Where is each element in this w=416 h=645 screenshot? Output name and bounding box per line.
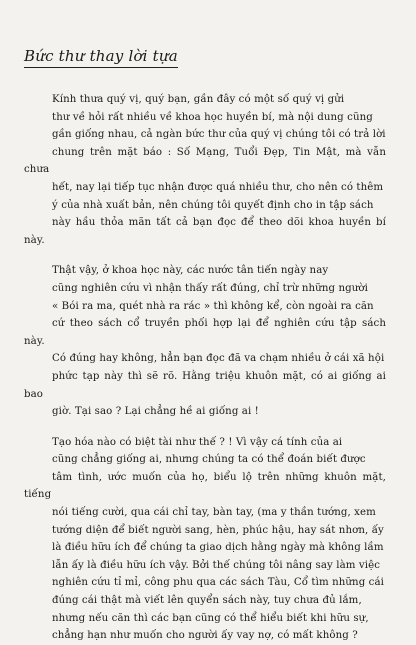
text-line: Kính thưa quý vị, quý bạn, gần đây có một số quý vị gửi [52,94,345,105]
text-line: Có đúng hay không, hẳn bạn đọc đã va chạm nhiều ở cái xã hội [52,353,385,365]
text-line: cũng chẳng giống ai, nhưng chúng ta có thể đoán biết được [52,454,366,466]
text-line: cứ theo sách cổ truyền phối hợp lại để nghiên cứu tập sách này. [24,318,386,347]
text-line: nói tiếng cười, qua cái chỉ tay, bàn tay, (ma y thần tướng, xem [52,507,376,519]
text-line: Tạo hóa nào có biệt tài như thế ? ! Vì vậy cá tính của ai [52,436,343,448]
text-line: hết, nay lại tiếp tục nhận được quá nhiều thư, cho nên có thêm [52,181,384,193]
text-line: lẫn ấy là điều hữu ích vậy. Bởi thế chúng tôi nâng say làm việc [52,559,381,571]
body-text [24,91,386,645]
paragraph-3 [24,434,386,645]
text-line: Thật vậy, ở khoa học này, các nước tân tiến ngày nay [52,265,329,277]
heading-text: Bức thư thay lời tựa [24,47,178,65]
text-line: tâm tình, ước muốn của họ, biểu lộ trên những khuôn mặt, tiếng [24,471,386,501]
paragraph-2 [24,262,386,420]
heading-underline [24,67,178,68]
text-line: nhưng nếu căn thì các bạn cũng có thể hiểu biết khi hữu sự, [52,612,369,624]
text-line: chẳng hạn như muốn cho người ấy vay nợ, có mất không ? [52,630,358,642]
text-line: gần giống nhau, cả ngàn bức thư của quý vị chúng tôi có trả lời [52,129,386,141]
text-line: thư về hỏi rất nhiều về khoa học huyền bí, mà nội dung cũng [52,111,373,123]
text-line: ý của nhà xuất bản, nên chúng tôi quyết định cho in tập sách [52,199,374,211]
text-line: tướng diện để biết người sang, hèn, phúc hậu, hay sát nhơn, ấy [52,524,384,536]
text-line: đúng cái thật mà viết lên quyển sách này, tuy chưa đủ lắm, [52,595,362,607]
text-line: chung trên mặt báo : Số Mạng, Tuổi Đẹp, Tin Mật, mà vẫn chưa [24,146,386,176]
text-line: « Bói ra ma, quét nhà ra rác » thì không kể, còn ngoài ra căn [52,300,374,312]
paragraph-1 [24,91,386,249]
text-line: cũng nghiên cứu vì nhận thấy rất đúng, chỉ trừ những người [52,282,368,294]
text-line: nghiên cứu tỉ mỉ, công phu qua các sách Tàu, Cổ tìm những cái [52,577,385,589]
text-line: này hầu thỏa mãn tất cả bạn đọc để theo dõi khoa huyền bí này. [24,217,386,246]
text-line: giờ. Tại sao ? Lại chẳng hề ai giống ai ! [52,406,259,418]
text-line: phức tạp này thì sẽ rõ. Hằng triệu khuôn mặt, có ai giống ai bao [24,370,386,400]
text-line: là điều hữu ích để chúng ta giao dịch hằng ngày mà không lầm [52,542,384,554]
page-heading [24,47,178,65]
